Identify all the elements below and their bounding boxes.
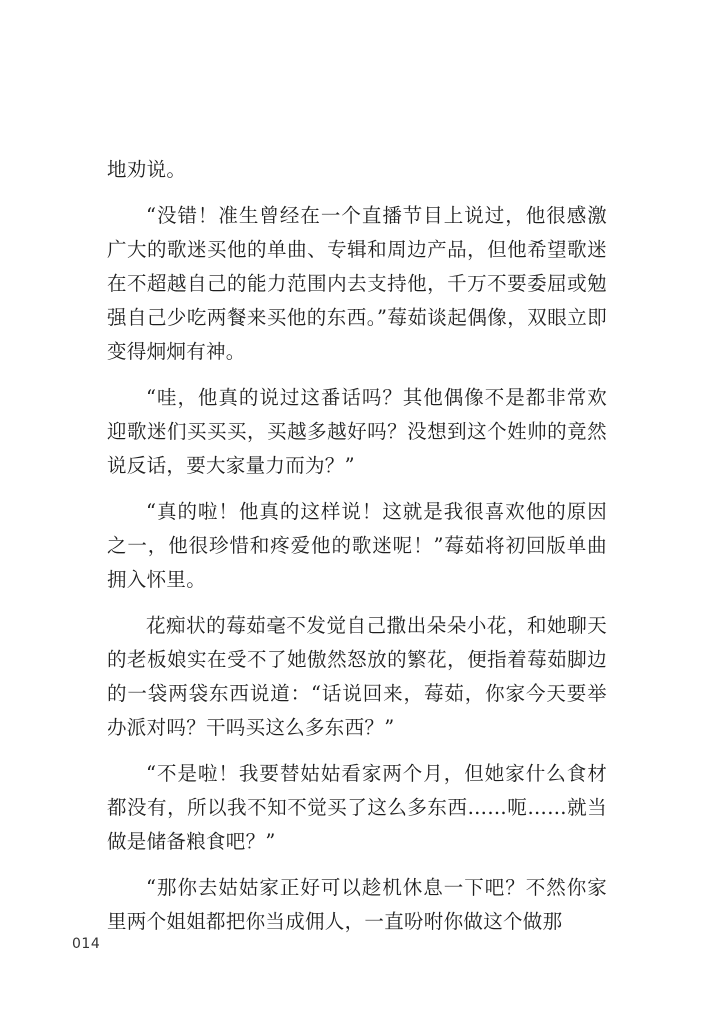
paragraph: “哇，他真的说过这番话吗？其他偶像不是都非常欢迎歌迷们买买买，买越多越好吗？没想到这个姓帅的竟然说反话，要大家量力而为？” xyxy=(107,386,607,477)
paragraph: “不是啦！我要替姑姑看家两个月，但她家什么食材都没有，所以我不知不觉买了这么多东西……呃……就当做是储备粮食吧？” xyxy=(107,762,607,853)
paragraph-continued: 地劝说。 xyxy=(107,158,187,181)
body-text xyxy=(107,153,607,951)
paragraph: “没错！准生曾经在一个直播节目上说过，他很感激广大的歌迷买他的单曲、专辑和周边产品，但他希望歌迷在不超越自己的能力范围内去支持他，千万不要委屈或勉强自己少吃两餐来买他的东西。”莓茹谈起偶像，双眼立即变得炯炯有神。 xyxy=(107,204,607,363)
paragraph: “真的啦！他真的这样说！这就是我很喜欢他的原因之一，他很珍惜和疼爱他的歌迷呢！”莓茹将初回版单曲拥入怀里。 xyxy=(107,500,607,591)
paragraph: “那你去姑姑家正好可以趁机休息一下吧？不然你家里两个姐姐都把你当成佣人，一直吩咐你做这个做那 xyxy=(107,876,607,933)
paragraph: 花痴状的莓茹毫不发觉自己撒出朵朵小花，和她聊天的老板娘实在受不了她傲然怒放的繁花，便指着莓茹脚边的一袋两袋东西说道：“话说回来，莓茹，你家今天要举办派对吗？干吗买这么多东西？” xyxy=(107,614,607,739)
page-number: 014 xyxy=(72,936,101,952)
